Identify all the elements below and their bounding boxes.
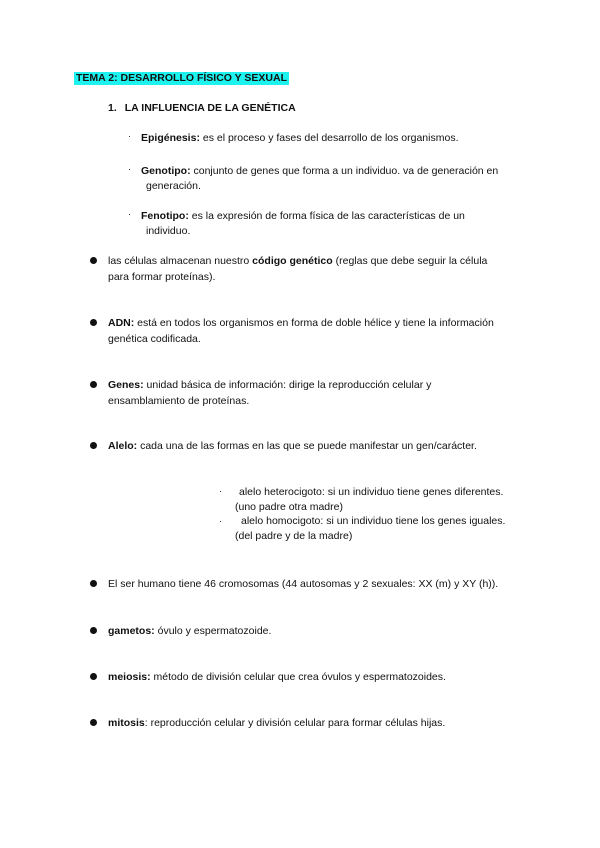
section-heading	[108, 102, 296, 115]
dot-marker: ·	[128, 131, 131, 141]
bullet-dot	[90, 381, 97, 388]
term-label: Epigénesis:	[141, 132, 200, 144]
term-text: es la expresión de forma física de las características de un	[188, 210, 465, 222]
bullet-dot	[90, 442, 97, 449]
bullet-dot	[90, 319, 97, 326]
dot-marker: ·	[219, 486, 222, 496]
bullet-dot	[90, 719, 97, 726]
term-text: conjunto de genes que forma a un individuo. va de generación en	[190, 165, 499, 177]
bullet-dot	[90, 257, 97, 264]
term-label: Fenotipo:	[141, 210, 189, 222]
bullet-dot	[90, 580, 97, 587]
term-continuation: individuo.	[146, 225, 191, 237]
bullet-dot	[90, 673, 97, 680]
term-text: es el proceso y fases del desarrollo de los organismos.	[199, 132, 459, 144]
term-label: Genotipo:	[141, 165, 191, 177]
section-heading-text: LA INFLUENCIA DE LA GENÉTICA	[124, 102, 296, 114]
dot-marker: ·	[128, 209, 131, 219]
term-continuation: generación.	[146, 180, 201, 192]
dot-marker: ·	[219, 516, 222, 526]
page-title: TEMA 2: DESARROLLO FÍSICO Y SEXUAL	[76, 72, 287, 84]
section-number: 1.	[108, 102, 117, 114]
dot-marker: ·	[128, 164, 131, 174]
bullet-dot	[90, 627, 97, 634]
